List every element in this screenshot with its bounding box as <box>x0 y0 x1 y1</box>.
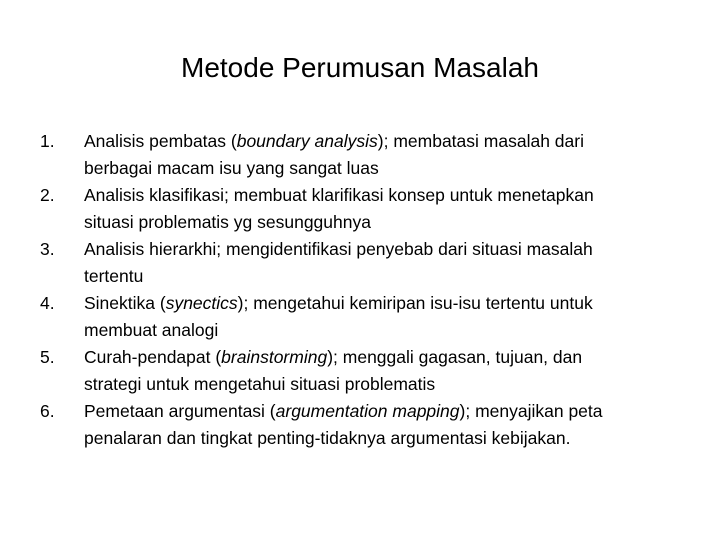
item-line-1 <box>84 344 690 371</box>
item-line-2: membuat analogi <box>84 320 219 340</box>
item-text <box>84 398 690 452</box>
item-term-italic: boundary analysis <box>236 131 378 151</box>
list-item <box>40 182 690 236</box>
item-line-1 <box>84 182 690 209</box>
item-number: 3. <box>40 239 55 259</box>
slide-title: Metode Perumusan Masalah <box>181 52 539 83</box>
item-text <box>84 128 690 182</box>
item-line-1 <box>84 290 690 317</box>
item-term-italic: synectics <box>165 293 238 313</box>
method-list <box>40 128 690 452</box>
list-item <box>40 290 690 344</box>
item-text <box>84 344 690 398</box>
item-text-before: Sinektika ( <box>84 293 166 313</box>
item-line-1 <box>84 236 690 263</box>
item-text-before: Curah-pendapat ( <box>84 347 222 367</box>
item-text-after: ); menyajikan peta <box>459 401 603 421</box>
item-text-after: ); mengetahui kemiripan isu-isu tertentu untuk <box>237 293 593 313</box>
item-number: 4. <box>40 293 55 313</box>
item-text-before: Analisis hierarkhi; mengidentifikasi penyebab dari situasi masalah <box>84 239 593 259</box>
item-term-italic: brainstorming <box>221 347 328 367</box>
item-line-2: tertentu <box>84 266 144 286</box>
item-line-2: strategi untuk mengetahui situasi problematis <box>84 374 436 394</box>
item-number: 1. <box>40 131 55 151</box>
item-text <box>84 182 690 236</box>
item-text <box>84 236 690 290</box>
item-line-1 <box>84 128 690 155</box>
list-item <box>40 128 690 182</box>
item-number: 2. <box>40 185 55 205</box>
item-text <box>84 290 690 344</box>
item-text-before: Analisis pembatas ( <box>84 131 237 151</box>
item-line-2: situasi problematis yg sesungguhnya <box>84 212 371 232</box>
item-line-2: berbagai macam isu yang sangat luas <box>84 158 379 178</box>
item-number: 5. <box>40 347 55 367</box>
list-item <box>40 398 690 452</box>
list-item <box>40 344 690 398</box>
item-number: 6. <box>40 401 55 421</box>
item-text-before: Analisis klasifikasi; membuat klarifikasi konsep untuk menetapkan <box>84 185 594 205</box>
item-line-2: penalaran dan tingkat penting-tidaknya argumentasi kebijakan. <box>84 428 571 448</box>
item-line-1 <box>84 398 690 425</box>
item-text-before: Pemetaan argumentasi ( <box>84 401 276 421</box>
list-item <box>40 236 690 290</box>
item-text-after: ); menggali gagasan, tujuan, dan <box>327 347 583 367</box>
item-term-italic: argumentation mapping <box>275 401 460 421</box>
item-text-after: ); membatasi masalah dari <box>377 131 584 151</box>
